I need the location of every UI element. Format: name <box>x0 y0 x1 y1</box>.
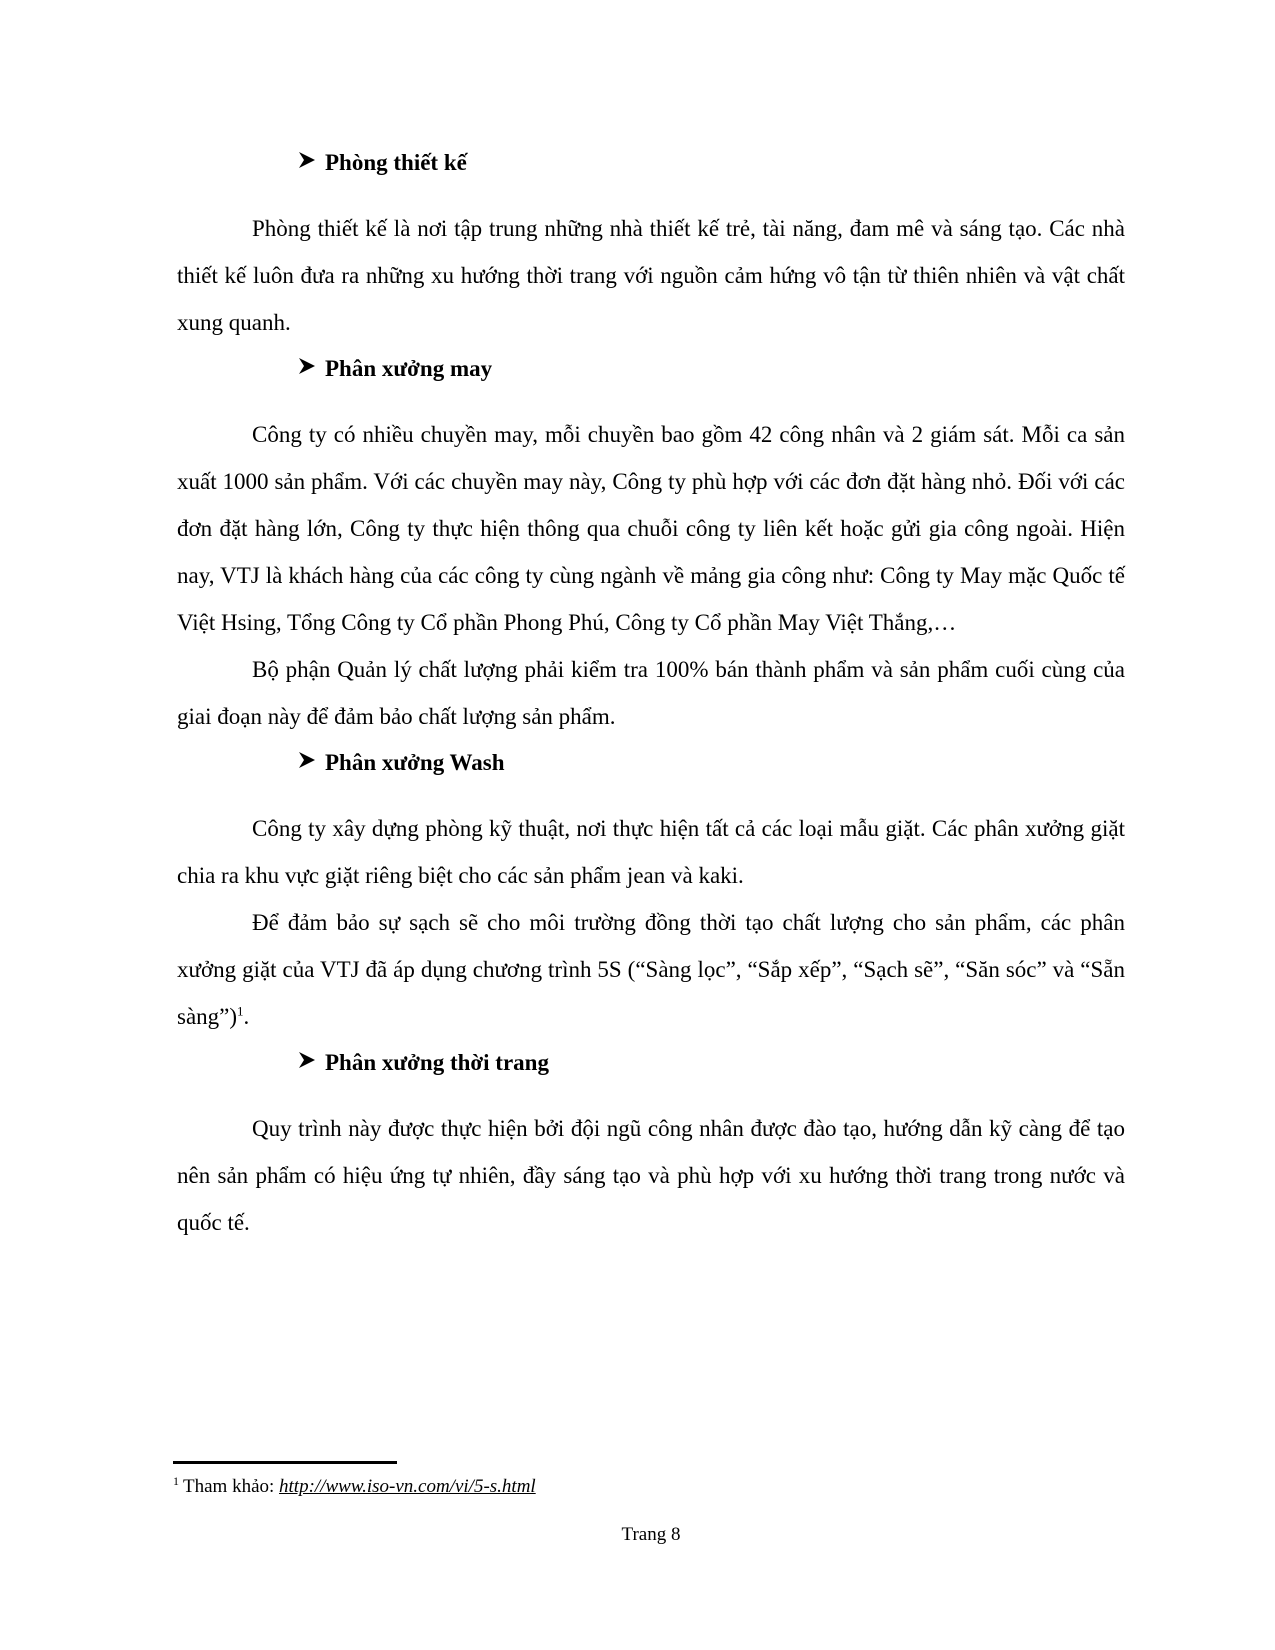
paragraph: Quy trình này được thực hiện bởi đội ngũ công nhân được đào tạo, hướng dẫn kỹ càng để tạo nên sản phẩm có hiệu ứng tự nhiên, đầy sáng tạo và phù hợp với xu hướng thời trang trong nước và quốc tế. <box>177 1116 1125 1235</box>
footnote <box>173 1474 536 1500</box>
footnote-number: 1 <box>173 1473 179 1488</box>
paragraph-text: Để đảm bảo sự sạch sẽ cho môi trường đồng thời tạo chất lượng cho sản phẩm, các phân xưởng giặt của VTJ đã áp dụng chương trình 5S (“Sàng lọc”, “Sắp xếp”, “Sạch sẽ”, “Săn sóc” và “Sẵn sàng”) <box>177 910 1125 1029</box>
footnote-reference[interactable]: 1 <box>237 1003 244 1019</box>
arrowhead-bullet-icon <box>297 1040 317 1085</box>
section-heading-text: Phòng thiết kế <box>325 150 467 175</box>
arrowhead-bullet-icon <box>297 140 317 185</box>
section-heading-text: Phân xưởng Wash <box>325 750 505 775</box>
paragraph: Công ty có nhiều chuyền may, mỗi chuyền bao gồm 42 công nhân và 2 giám sát. Mỗi ca sản xuất 1000 sản phẩm. Với các chuyền may này, Công ty phù hợp với các đơn đặt hàng nhỏ. Đối với các đơn đặt hàng lớn, Công ty thực hiện thông qua chuỗi công ty liên kết hoặc gửi gia công ngoài. Hiện nay, VTJ là khách hàng của các công ty cùng ngành về mảng gia công như: Công ty May mặc Quốc tế Việt Hsing, Tổng Công ty Cổ phần Phong Phú, Công ty Cổ phần May Việt Thắng,… <box>177 422 1125 635</box>
paragraph: Phòng thiết kế là nơi tập trung những nhà thiết kế trẻ, tài năng, đam mê và sáng tạo. Các nhà thiết kế luôn đưa ra những xu hướng thời trang với nguồn cảm hứng vô tận từ thiên nhiên và vật chất xung quanh. <box>177 216 1125 335</box>
section-heading-sewing-workshop <box>177 346 1125 391</box>
arrowhead-bullet-icon <box>297 740 317 785</box>
paragraph: Công ty xây dựng phòng kỹ thuật, nơi thực hiện tất cả các loại mẫu giặt. Các phân xưởng giặt chia ra khu vực giặt riêng biệt cho các sản phẩm jean và kaki. <box>177 816 1125 888</box>
footnote-separator <box>173 1461 397 1464</box>
paragraph-with-footnote <box>177 899 1125 1040</box>
section-heading-fashion-workshop <box>177 1040 1125 1085</box>
paragraph-end-punctuation: . <box>243 1004 250 1029</box>
paragraph: Bộ phận Quản lý chất lượng phải kiểm tra 100% bán thành phẩm và sản phẩm cuối cùng của giai đoạn này để đảm bảo chất lượng sản phẩm. <box>177 657 1125 729</box>
section-heading-design-room <box>177 140 1125 185</box>
section-heading-wash-workshop <box>177 740 1125 785</box>
arrowhead-bullet-icon <box>297 346 317 391</box>
document-body <box>177 140 1125 1246</box>
section-heading-text: Phân xưởng thời trang <box>325 1050 549 1075</box>
section-heading-text: Phân xưởng may <box>325 356 493 381</box>
footnote-link[interactable]: http://www.iso-vn.com/vi/5-s.html <box>279 1476 536 1497</box>
page-number: Trang 8 <box>621 1524 681 1545</box>
footnote-label: Tham khảo: <box>183 1476 280 1497</box>
